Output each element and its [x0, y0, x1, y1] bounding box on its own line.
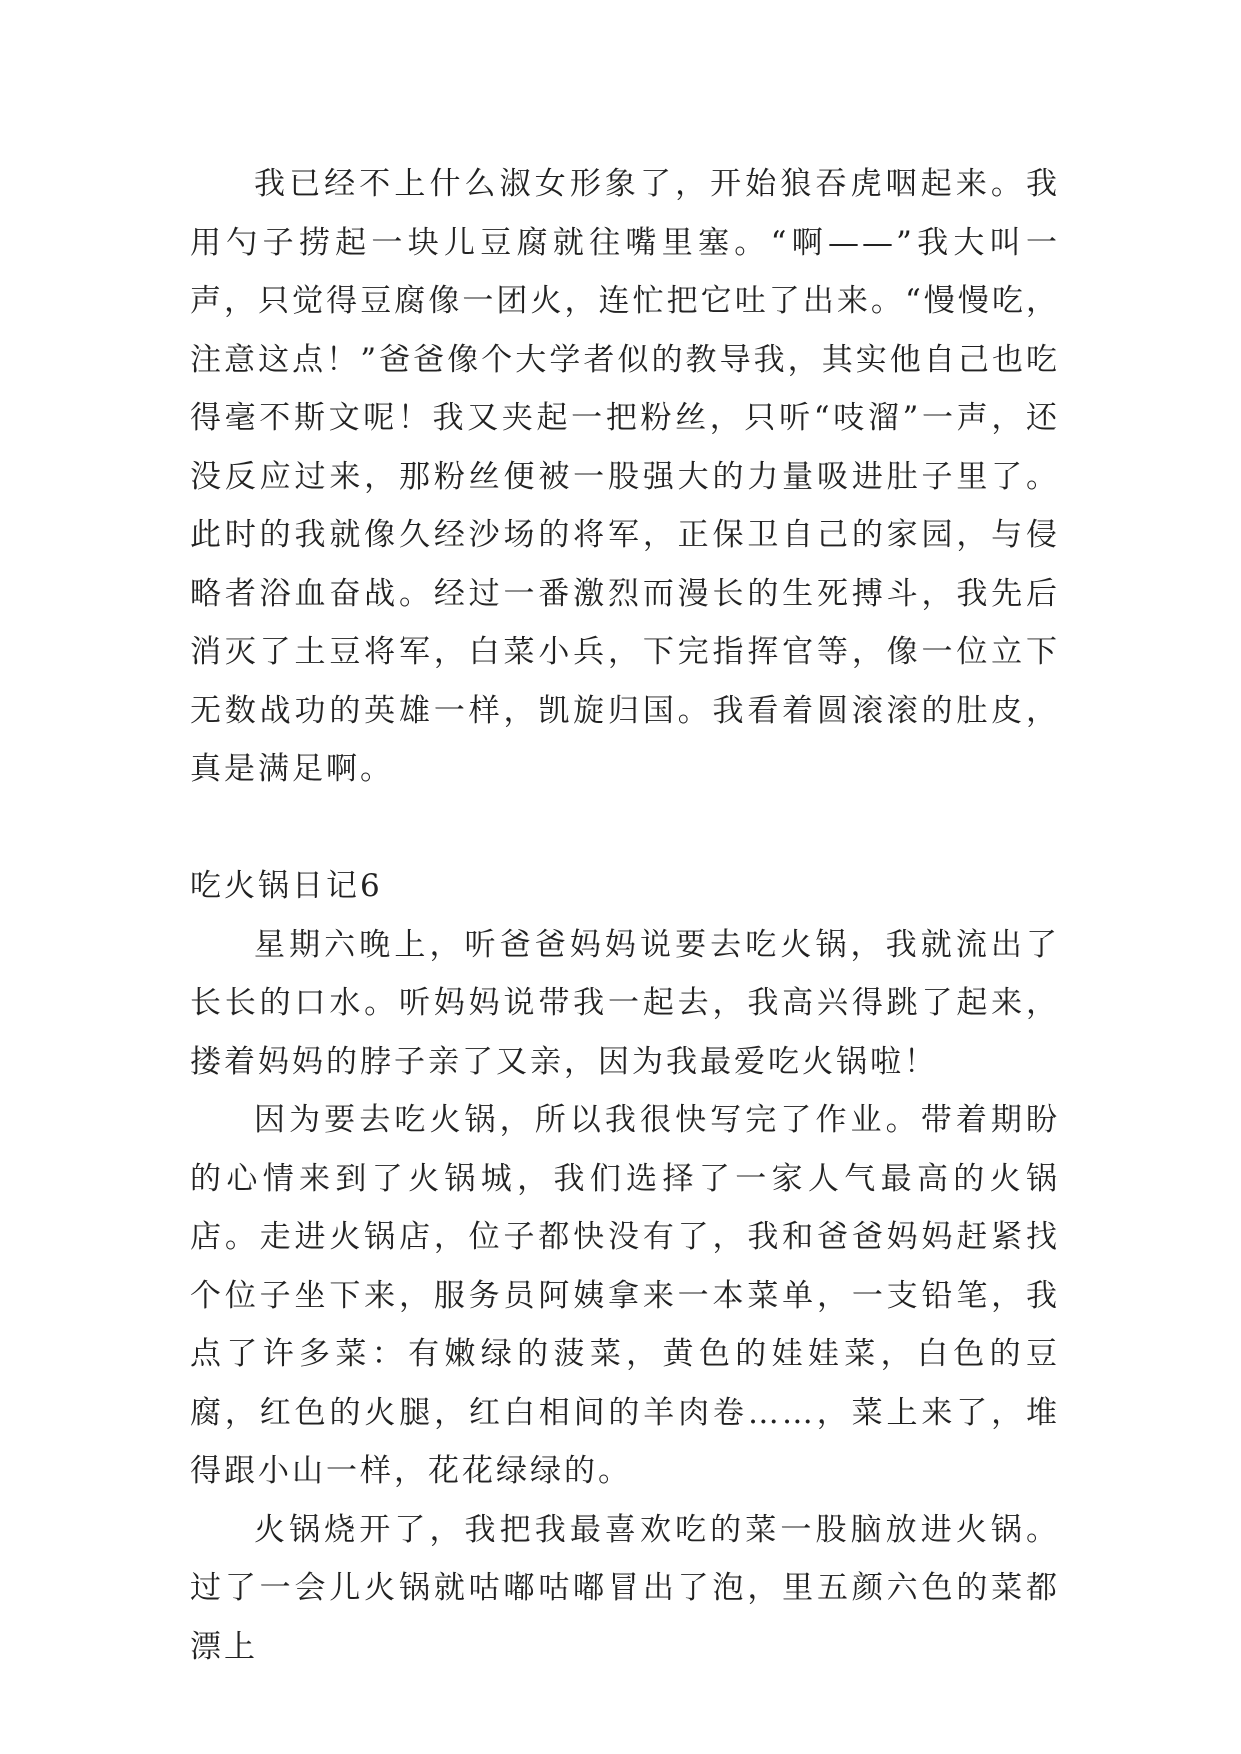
paragraph-top: 我已经不上什么淑女形象了，开始狼吞虎咽起来。我用勺子捞起一块儿豆腐就往嘴里塞。“啊——”我大叫一声，只觉得豆腐像一团火，连忙把它吐了出来。“慢慢吃，注意这点！”爸爸像个大学者似的教导我，其实他自己也吃得毫不斯文呢！我又夹起一把粉丝，只听“吱溜”一声，还没反应过来，那粉丝便被一股强大的力量吸进肚子里了。此时的我就像久经沙场的将军，正保卫自己的家园，与侵略者浴血奋战。经过一番激烈而漫长的生死搏斗，我先后消灭了土豆将军，白菜小兵，下完指挥官等，像一位立下无数战功的英雄一样，凯旋归国。我看着圆滚滚的肚皮，真是满足啊。 — [190, 166, 1060, 787]
paragraph: 因为要去吃火锅，所以我很快写完了作业。带着期盼的心情来到了火锅城，我们选择了一家人气最高的火锅店。走进火锅店，位子都快没有了，我和爸爸妈妈赶紧找个位子坐下来，服务员阿姨拿来一本菜单，一支铅笔，我点了许多菜：有嫩绿的菠菜，黄色的娃娃菜，白色的豆腐，红色的火腿，红白相间的羊肉卷……，菜上来了，堆得跟小山一样，花花绿绿的。 — [190, 1102, 1060, 1489]
section-gap — [190, 799, 1060, 858]
paragraph: 星期六晚上，听爸爸妈妈说要去吃火锅，我就流出了长长的口水。听妈妈说带我一起去，我高兴得跳了起来，搂着妈妈的脖子亲了又亲，因为我最爱吃火锅啦！ — [190, 926, 1060, 1080]
section-title: 吃火锅日记6 — [190, 868, 383, 904]
document-body — [190, 155, 1060, 1676]
paragraph: 火锅烧开了，我把我最喜欢吃的菜一股脑放进火锅。过了一会儿火锅就咕嘟咕嘟冒出了泡，里五颜六色的菜都漂上 — [190, 1511, 1060, 1665]
